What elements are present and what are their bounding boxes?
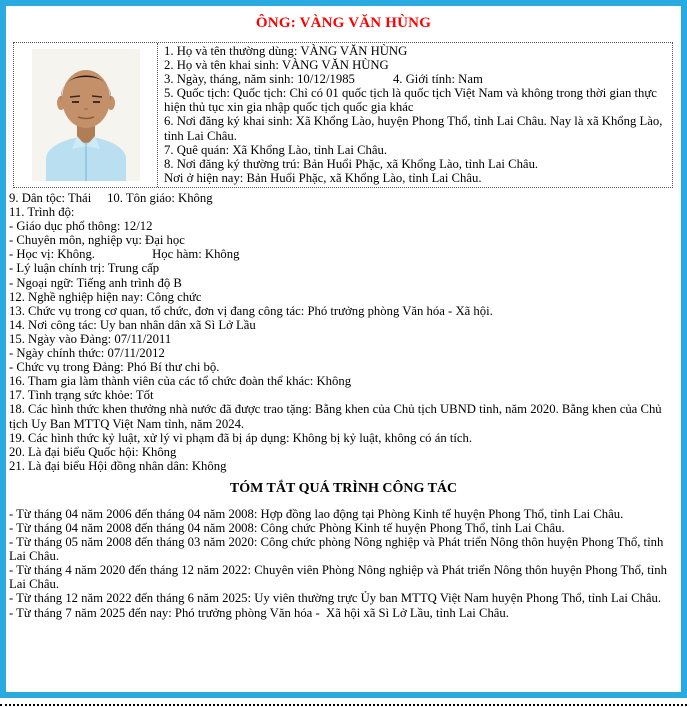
- detail-line: 11. Trình độ:: [9, 205, 75, 220]
- page-break-dotted-line: [0, 704, 687, 706]
- personal-info-table: [13, 42, 673, 188]
- personal-info-line: 7. Quê quán: Xã Khổng Lào, tỉnh Lai Châu.: [164, 142, 388, 157]
- document-page: [6, 6, 681, 692]
- detail-line: 18. Các hình thức khen thưởng nhà nước đã được trao tặng: Bằng khen của Chủ tịch UBND tỉnh, năm 2020. Bằng khen của Chủ tịch Uy Ban MTTQ Việt Nam tỉnh, năm 2024.: [9, 402, 665, 431]
- detail-line: - Giáo dục phổ thông: 12/12: [9, 219, 153, 234]
- personal-info-line: 6. Nơi đăng ký khai sinh: Xã Khổng Lào, huyện Phong Thổ, tỉnh Lai Châu. Nay là xã Khổng Lào, tỉnh Lai Châu.: [164, 114, 666, 143]
- detail-line: 20. Là đại biểu Quốc hội: Không: [9, 444, 177, 459]
- portrait-photo: [32, 49, 140, 181]
- personal-info-line: 2. Họ và tên khai sinh: VÀNG VĂN HÙNG: [164, 58, 389, 73]
- personal-info-line: 3. Ngày, tháng, năm sinh: 10/12/1985 4. Giới tính: Nam: [164, 72, 483, 87]
- detail-line: - Ngoại ngữ: Tiếng anh trình độ B: [9, 275, 182, 290]
- photo-cell: [14, 43, 158, 187]
- detail-line: - Học vị: Không. Học hàm: Không: [9, 247, 240, 262]
- detail-line: - Ngày chính thức: 07/11/2012: [9, 346, 165, 361]
- detail-line: 14. Nơi công tác: Uy ban nhân dân xã Sì Lở Lầu: [9, 317, 256, 332]
- work-history-line: - Từ tháng 05 năm 2008 đến tháng 03 năm 2020: Công chức phòng Nông nghiệp và Phát triển Nông thôn huyện Phong Thổ, tỉnh Lai Châu.: [9, 535, 667, 564]
- work-history-line: - Từ tháng 12 năm 2022 đến tháng 6 năm 2025: Uy viên thường trực Ủy ban MTTQ Việt Nam huyện Phong Thổ, tỉnh Lai Châu.: [9, 591, 662, 606]
- face: [62, 70, 110, 128]
- work-history-line: - Từ tháng 04 năm 2008 đến tháng 04 năm 2008: Công chức Phòng Kinh tế huyện Phong Thổ, tỉnh Lai Châu.: [9, 520, 565, 535]
- work-history-list: [9, 507, 677, 620]
- work-history-heading: TÓM TẮT QUÁ TRÌNH CÔNG TÁC: [229, 480, 458, 496]
- detail-line: 15. Ngày vào Đảng: 07/11/2011: [9, 331, 172, 346]
- detail-line: 9. Dân tộc: Thái 10. Tôn giáo: Không: [9, 191, 213, 205]
- detail-line: 19. Các hình thức kỷ luật, xử lý vi phạm đã bị áp dụng: Không bị kỷ luật, không có án tích.: [9, 430, 473, 445]
- page-title: ÔNG: VÀNG VĂN HÙNG: [255, 15, 432, 31]
- work-history-line: - Từ tháng 04 năm 2006 đến tháng 04 năm 2008: Hợp đồng lao động tại Phòng Kinh tế huyện Phong Thổ, tỉnh Lai Châu.: [9, 506, 624, 521]
- detail-line: 12. Nghề nghiệp hiện nay: Công chức: [9, 289, 202, 304]
- detail-line: 13. Chức vụ trong cơ quan, tổ chức, đơn vị đang công tác: Phó trưởng phòng Văn hóa - Xã hội.: [9, 303, 493, 318]
- details-list: [9, 191, 677, 473]
- personal-info-line: 1. Họ và tên thường dùng: VÀNG VĂN HÙNG: [164, 44, 408, 58]
- personal-info-list: [158, 43, 672, 187]
- detail-line: 16. Tham gia làm thành viên của các tổ chức đoàn thể khác: Không: [9, 374, 352, 389]
- detail-line: 17. Tình trạng sức khỏe: Tốt: [9, 388, 154, 403]
- personal-info-line: 8. Nơi đăng ký thường trú: Bản Huổi Phặc, xã Khổng Lào, tỉnh Lai Châu.: [164, 156, 539, 171]
- detail-line: - Chức vụ trong Đảng: Phó Bí thư chi bộ.: [9, 360, 220, 375]
- detail-line: - Lý luận chính trị: Trung cấp: [9, 261, 160, 276]
- personal-info-line: Nơi ở hiện nay: Bản Huổi Phặc, xã Khổng Lào, tỉnh Lai Châu.: [164, 170, 482, 185]
- detail-line: - Chuyên môn, nghiệp vụ: Đại học: [9, 233, 185, 248]
- work-history-line: - Từ tháng 4 năm 2020 đến tháng 12 năm 2022: Chuyên viên Phòng Nông nghiệp và Phát triển Nông thôn huyện Phong Thổ, tỉnh Lai Châu.: [9, 563, 671, 592]
- work-history-line: - Từ tháng 7 năm 2025 đến nay: Phó trưởng phòng Văn hóa - Xã hội xã Sì Lở Lầu, tỉnh Lai Châu.: [9, 605, 509, 620]
- detail-line: 21. Là đại biểu Hội đồng nhân dân: Không: [9, 458, 227, 473]
- personal-info-line: 5. Quốc tịch: Quốc tịch: Chỉ có 01 quốc tịch là quốc tịch Việt Nam và không trong thời gian thực hiện thủ tục xin gia nhập quốc tịch quốc gia khác: [164, 86, 661, 115]
